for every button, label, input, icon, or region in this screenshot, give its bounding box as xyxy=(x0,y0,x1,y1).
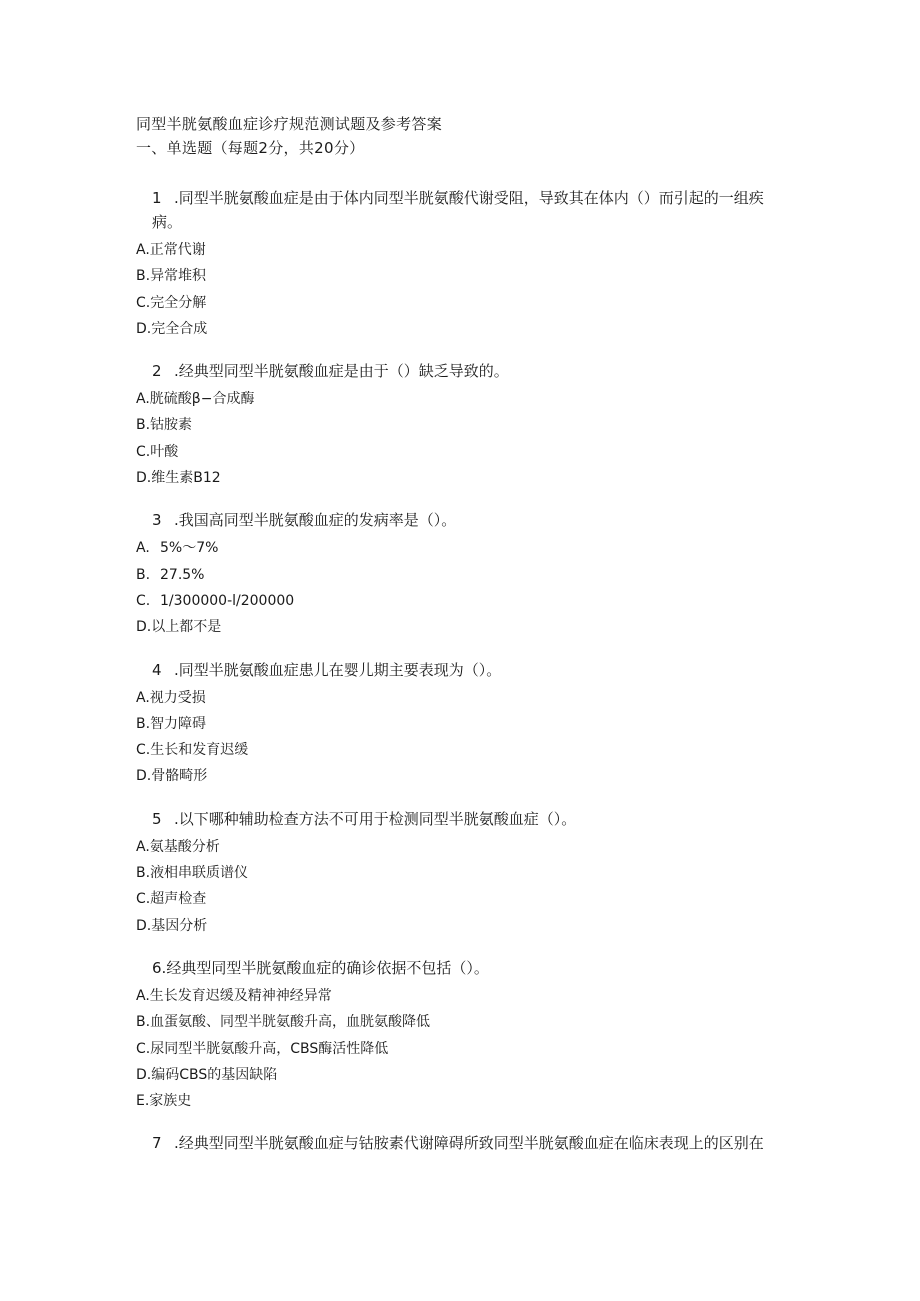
option-text: 家族史 xyxy=(149,1093,192,1110)
option-a xyxy=(136,386,786,412)
option-key: B. xyxy=(136,268,151,285)
option-key: C. xyxy=(136,443,151,460)
option-a xyxy=(136,834,786,860)
option-key: D. xyxy=(136,320,152,337)
option-b xyxy=(136,860,786,886)
option-key: D. xyxy=(136,619,152,636)
question-number: 7 xyxy=(152,1134,162,1153)
option-d xyxy=(136,614,786,640)
option-text: 尿同型半胱氨酸升高，CBS酶活性降低 xyxy=(150,1040,389,1057)
question-number: 2 xyxy=(152,362,162,381)
option-text: 27.5% xyxy=(160,566,205,583)
option-key: A. xyxy=(136,242,150,258)
option-key: E. xyxy=(136,1093,150,1110)
question-stem xyxy=(136,956,786,980)
option-text: 叶酸 xyxy=(150,443,179,460)
option-text: 生长发育迟缓及精神神经异常 xyxy=(149,987,332,1004)
question-stem xyxy=(136,807,786,831)
question-stem xyxy=(136,508,786,532)
option-key: B. xyxy=(136,566,151,583)
option-text: 氨基酸分析 xyxy=(149,838,220,855)
option-text: 钴胺素 xyxy=(150,417,193,434)
option-b xyxy=(136,1009,786,1035)
option-c xyxy=(136,886,786,912)
question-stem xyxy=(136,359,786,383)
option-d xyxy=(136,913,786,939)
option-text: 维生素B12 xyxy=(151,470,221,487)
option-key: D. xyxy=(136,917,152,934)
option-b xyxy=(136,263,786,289)
option-a xyxy=(136,535,786,561)
option-c xyxy=(136,439,786,465)
question-text: 经典型同型半胱氨酸血症的确诊依据不包括（）。 xyxy=(166,958,489,977)
option-d xyxy=(136,763,786,789)
question-number: 3 xyxy=(152,511,162,530)
option-key: A. xyxy=(136,987,150,1004)
option-text: 超声检查 xyxy=(150,891,207,908)
option-text: 视力受损 xyxy=(149,689,206,706)
section-heading: 一、单选题（每题2分，共20分） xyxy=(136,139,365,157)
document-title: 同型半胱氨酸血症诊疗规范测试题及参考答案 xyxy=(136,115,443,133)
question-text: .我国高同型半胱氨酸血症的发病率是（）。 xyxy=(174,511,457,530)
option-key: A. xyxy=(136,540,150,557)
question-stem xyxy=(136,1131,786,1155)
question-stem xyxy=(136,658,786,682)
option-key: B. xyxy=(136,1014,151,1031)
question-text: .同型半胱氨酸血症患儿在婴儿期主要表现为（）。 xyxy=(174,660,502,679)
question-number: 4 xyxy=(152,660,162,679)
option-d xyxy=(136,465,786,491)
option-text: 胱硫酸β−合成酶 xyxy=(149,391,255,408)
option-key: D. xyxy=(136,1066,152,1083)
option-d xyxy=(136,316,786,342)
option-text: 异常堆积 xyxy=(150,268,207,285)
option-text: 1/300000-l/200000 xyxy=(160,592,295,609)
option-key: C. xyxy=(136,294,151,311)
question-text: .经典型同型半胱氨酸血症与钴胺素代谢障碍所致同型半胱氨酸血症在临床表现上的区别在 xyxy=(174,1134,764,1153)
option-key: A. xyxy=(136,838,150,855)
question-6 xyxy=(136,956,786,1114)
option-text: 血蛋氨酸、同型半胱氨酸升高，血胱氨酸降低 xyxy=(150,1014,431,1031)
question-text: .以下哪种辅助检查方法不可用于检测同型半胱氨酸血症（）。 xyxy=(174,809,577,828)
option-text: 液相串联质谱仪 xyxy=(150,865,249,882)
question-1 xyxy=(136,186,786,342)
option-c xyxy=(136,290,786,316)
option-a xyxy=(136,685,786,711)
option-text: 智力障碍 xyxy=(150,715,207,732)
option-text: 完全分解 xyxy=(150,294,207,311)
option-b xyxy=(136,711,786,737)
question-list xyxy=(136,186,786,1172)
question-3 xyxy=(136,508,786,640)
option-text: 正常代谢 xyxy=(149,242,206,258)
option-c xyxy=(136,588,786,614)
option-key: C. xyxy=(136,592,151,609)
option-key: A. xyxy=(136,689,150,706)
option-key: C. xyxy=(136,742,151,759)
question-2 xyxy=(136,359,786,491)
option-key: C. xyxy=(136,1040,151,1057)
option-a xyxy=(136,237,786,263)
option-c xyxy=(136,737,786,763)
option-text: 以上都不是 xyxy=(151,619,222,636)
option-text: 生长和发育迟缓 xyxy=(150,742,249,759)
question-4 xyxy=(136,658,786,790)
option-text: 基因分析 xyxy=(151,917,208,934)
option-text: 骨骼畸形 xyxy=(151,768,208,785)
question-number: 5 xyxy=(152,809,162,828)
question-text: .经典型同型半胱氨酸血症是由于（）缺乏导致的。 xyxy=(174,362,509,381)
question-number: 1 xyxy=(152,189,162,207)
option-key: B. xyxy=(136,715,151,732)
option-key: D. xyxy=(136,768,152,785)
question-text: .同型半胱氨酸血症是由于体内同型半胱氨酸代谢受阻，导致其在体内（）而引起的一组疾病。 xyxy=(152,189,764,231)
option-e xyxy=(136,1088,786,1114)
option-key: C. xyxy=(136,891,151,908)
option-key: A. xyxy=(136,391,150,408)
option-key: D. xyxy=(136,470,152,487)
option-c xyxy=(136,1036,786,1062)
option-text: 5%～7% xyxy=(160,540,219,557)
option-a xyxy=(136,983,786,1009)
question-stem xyxy=(136,186,786,234)
question-7 xyxy=(136,1131,786,1155)
option-text: 完全合成 xyxy=(151,320,208,337)
option-key: B. xyxy=(136,865,151,882)
option-key: B. xyxy=(136,417,151,434)
option-d xyxy=(136,1062,786,1088)
question-number: 6. xyxy=(152,958,167,977)
option-b xyxy=(136,562,786,588)
question-5 xyxy=(136,807,786,939)
option-text: 编码CBS的基因缺陷 xyxy=(151,1066,278,1083)
option-b xyxy=(136,412,786,438)
